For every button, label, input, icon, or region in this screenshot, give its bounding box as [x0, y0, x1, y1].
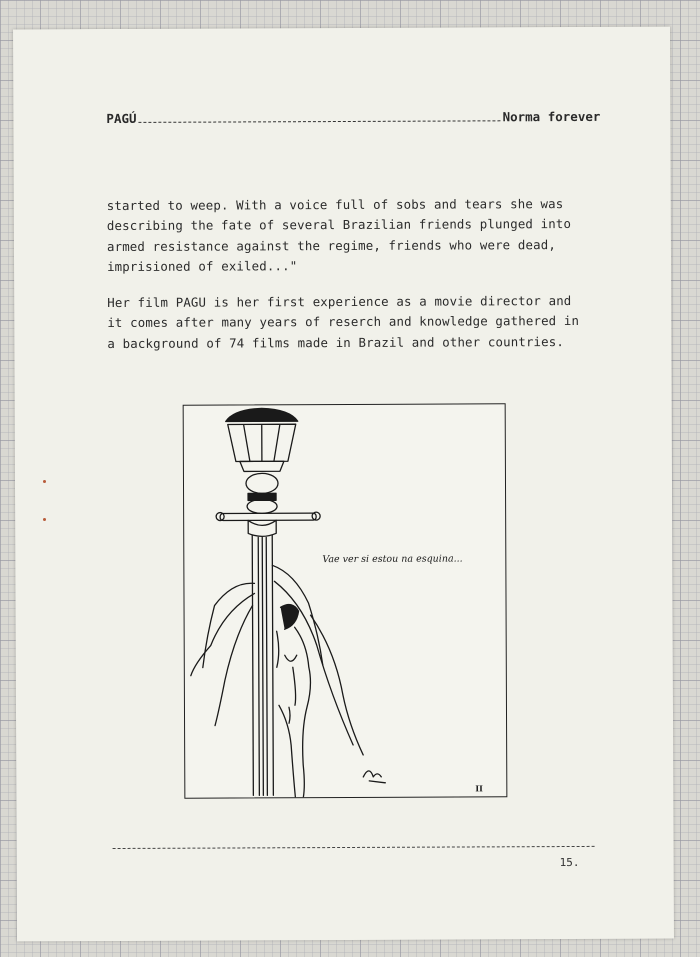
page-number: 15.	[559, 855, 580, 870]
header-title-right: Norma forever	[502, 108, 601, 125]
paragraph-2	[107, 291, 607, 354]
paragraph-line: Her film PAGU is her first experience as a movie director and	[107, 293, 572, 311]
illustration-corner-mark: II	[475, 783, 483, 794]
paragraph-line: a background of 74 films made in Brazil and other countries.	[107, 333, 565, 351]
illustration-lamppost-figure	[183, 403, 508, 798]
document-page	[13, 27, 674, 942]
paragraph-line: armed resistance against the regime, friends who were dead,	[106, 236, 556, 254]
header-dashed-rule	[139, 120, 501, 123]
running-header	[106, 106, 600, 126]
paper-speck	[43, 518, 46, 521]
footer-dashed-rule	[113, 846, 595, 849]
header-title-left: PAGÚ	[106, 110, 137, 127]
illustration-drawing	[184, 404, 507, 797]
paragraph-line: describing the fate of several Brazilian friends plunged into	[106, 216, 572, 234]
paragraph-line: started to weep. With a voice full of sobs and tears she was	[106, 196, 564, 214]
paragraph-1	[107, 194, 607, 277]
paper-speck	[43, 480, 46, 483]
illustration-caption: Vae ver si estou na esquina...	[322, 553, 463, 566]
paragraph-line: it comes after many years of reserch and knowledge gathered in	[107, 313, 580, 331]
paragraph-line: imprisioned of exiled..."	[107, 258, 298, 274]
